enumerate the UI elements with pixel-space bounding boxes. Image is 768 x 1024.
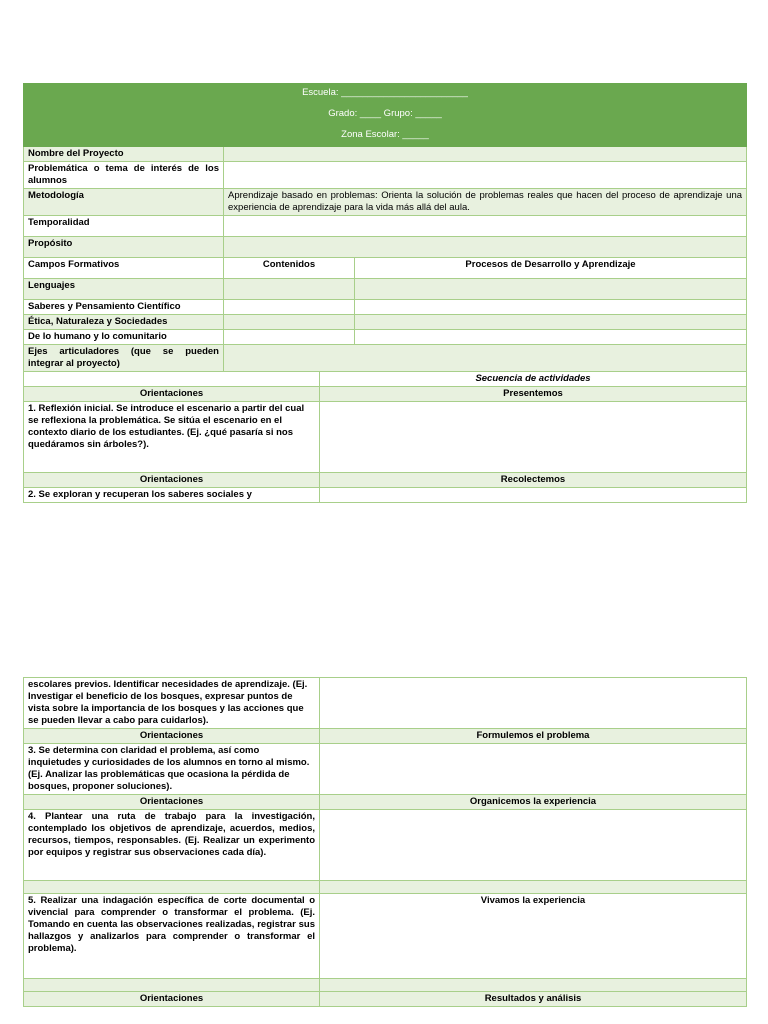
zona-escolar-field[interactable]: Zona Escolar: _____ [24, 122, 747, 147]
label-procesos: Procesos de Desarrollo y Aprendizaje [355, 258, 747, 279]
separator-2-right [320, 979, 747, 992]
header-row-zona [24, 122, 747, 147]
row-step-5 [24, 894, 747, 979]
row-campos-header [24, 258, 747, 279]
orientaciones-header-6: Orientaciones [24, 992, 320, 1007]
value-ejes[interactable] [224, 345, 747, 372]
orientacion-3: 3. Se determina con claridad el problema, así como inquietudes y curiosidades de los alumnos en torno al mismo. (Ej. Analizar las problemáticas que ocasiona la pérdida de bosques, proponer soluciones). [24, 744, 320, 795]
label-proposito: Propósito [24, 237, 224, 258]
value-nombre-proyecto[interactable] [224, 147, 747, 162]
escuela-field[interactable]: Escuela: ________________________ [24, 84, 747, 101]
formulemos-header: Formulemos el problema [320, 729, 747, 744]
row-metodologia [24, 189, 747, 216]
row-lenguajes [24, 279, 747, 300]
row-secuencia-title [24, 372, 747, 387]
row-saberes [24, 300, 747, 315]
row-step-3 [24, 744, 747, 795]
orientacion-4: 4. Plantear una ruta de trabajo para la investigación, contemplado los objetivos de aprendizaje, acuerdos, medios, recursos, tiempos, responsables. (Ej. Realizar un experimento por equipos y registrar sus observaciones cada día). [24, 810, 320, 881]
label-nombre-proyecto: Nombre del Proyecto [24, 147, 224, 162]
header-row-grado [24, 101, 747, 122]
presentemos-header: Presentemos [320, 387, 747, 402]
grado-grupo-field[interactable]: Grado: ____ Grupo: _____ [24, 101, 747, 122]
row-proposito [24, 237, 747, 258]
label-metodologia: Metodología [24, 189, 224, 216]
resultados-header: Resultados y análisis [320, 992, 747, 1007]
row-orientaciones-4 [24, 795, 747, 810]
separator-right [320, 881, 747, 894]
label-temporalidad: Temporalidad [24, 216, 224, 237]
recolectemos-value-cont[interactable] [320, 678, 747, 729]
row-nombre [24, 147, 747, 162]
row-step-2-start [24, 488, 747, 503]
label-problematica: Problemática o tema de interés de los alumnos [24, 162, 224, 189]
row-temporalidad [24, 216, 747, 237]
value-metodologia: Aprendizaje basado en problemas: Orienta la solución de problemas reales que hacen del proceso de aprendizaje una experiencia de aprendizaje para la vida más allá del aula. [224, 189, 747, 216]
value-etica-procesos[interactable] [355, 315, 747, 330]
separator-left [24, 881, 320, 894]
organicemos-value[interactable] [320, 810, 747, 881]
row-ejes [24, 345, 747, 372]
value-temporalidad[interactable] [224, 216, 747, 237]
row-orientaciones-1 [24, 387, 747, 402]
header-row-escuela [24, 84, 747, 101]
row-step-4 [24, 810, 747, 881]
label-etica: Ética, Naturaleza y Sociedades [24, 315, 224, 330]
value-proposito[interactable] [224, 237, 747, 258]
secuencia-blank [24, 372, 320, 387]
orientaciones-header-4: Orientaciones [24, 795, 320, 810]
value-saberes-procesos[interactable] [355, 300, 747, 315]
recolectemos-value[interactable] [320, 488, 747, 503]
orientacion-2-cont: escolares previos. Identificar necesidades de aprendizaje. (Ej. Investigar el beneficio de los bosques, expresar puntos de vista sobre la importancia de los bosques y las acciones que se pueden llevar a cabo para cuidarlos). [24, 678, 320, 729]
orientacion-1: 1. Reflexión inicial. Se introduce el escenario a partir del cual se reflexiona la problemática. Se sitúa el escenario en el contexto diario de los estudiantes. (Ej. ¿qué pasaría si nos quedáramos sin árboles?). [24, 402, 320, 473]
formulemos-value[interactable] [320, 744, 747, 795]
row-humano [24, 330, 747, 345]
row-etica [24, 315, 747, 330]
orientaciones-header-1: Orientaciones [24, 387, 320, 402]
label-ejes: Ejes articuladores (que se pueden integrar al proyecto) [24, 345, 224, 372]
row-orientaciones-6 [24, 992, 747, 1007]
orientacion-5: 5. Realizar una indagación específica de corte documental o vivencial para comprender o transformar el problema. (Ej. Tomando en cuenta las observaciones realizadas, registrar sus hallazgos y analizarlos para comprender o transformar el problema). [24, 894, 320, 979]
orientaciones-header-2: Orientaciones [24, 473, 320, 488]
separator-2-left [24, 979, 320, 992]
label-campos-formativos: Campos Formativos [24, 258, 224, 279]
recolectemos-header: Recolectemos [320, 473, 747, 488]
row-step-1 [24, 402, 747, 473]
row-orientaciones-2 [24, 473, 747, 488]
value-lenguajes-procesos[interactable] [355, 279, 747, 300]
value-problematica[interactable] [224, 162, 747, 189]
label-contenidos: Contenidos [224, 258, 355, 279]
organicemos-header: Organicemos la experiencia [320, 795, 747, 810]
row-orientaciones-3 [24, 729, 747, 744]
row-separator-2 [24, 979, 747, 992]
label-humano: De lo humano y lo comunitario [24, 330, 224, 345]
secuencia-title: Secuencia de actividades [320, 372, 747, 387]
label-lenguajes: Lenguajes [24, 279, 224, 300]
value-humano-contenidos[interactable] [224, 330, 355, 345]
row-separator [24, 881, 747, 894]
project-table-page-2 [23, 677, 747, 1007]
project-table-page-1 [23, 83, 747, 503]
label-saberes: Saberes y Pensamiento Científico [24, 300, 224, 315]
value-humano-procesos[interactable] [355, 330, 747, 345]
value-etica-contenidos[interactable] [224, 315, 355, 330]
orientacion-2-start: 2. Se exploran y recuperan los saberes sociales y [24, 488, 320, 503]
vivamos-header: Vivamos la experiencia [320, 894, 747, 979]
row-step-2-cont [24, 678, 747, 729]
value-saberes-contenidos[interactable] [224, 300, 355, 315]
value-lenguajes-contenidos[interactable] [224, 279, 355, 300]
orientaciones-header-3: Orientaciones [24, 729, 320, 744]
presentemos-value[interactable] [320, 402, 747, 473]
row-problematica [24, 162, 747, 189]
